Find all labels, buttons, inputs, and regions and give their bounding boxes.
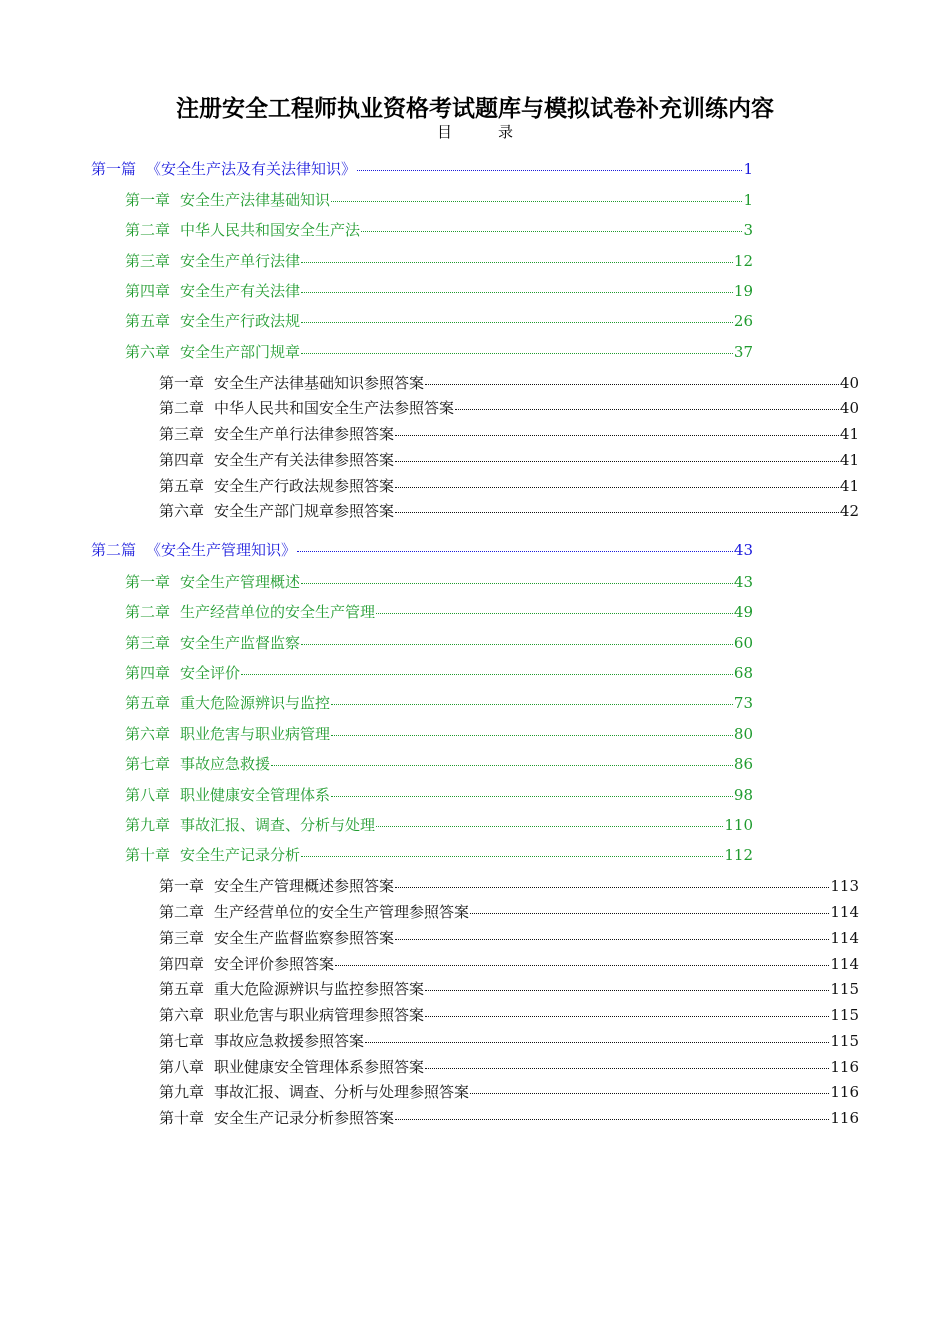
toc-entry-number: 第五章: [125, 694, 171, 712]
toc-entry-number: 第五章: [159, 980, 205, 998]
toc-page-number: 116: [830, 1058, 859, 1076]
toc-dot-leader: [331, 734, 733, 736]
toc-entry-number: 第六章: [125, 343, 171, 361]
toc-part-entry[interactable]: [91, 159, 753, 179]
toc-entry-title: 安全评价: [180, 664, 241, 682]
toc-page-number: 40: [839, 374, 859, 392]
toc-dot-leader: [395, 938, 829, 940]
toc-dot-leader: [301, 582, 733, 584]
toc-answer-entry[interactable]: [159, 954, 859, 974]
toc-page-number: 40: [839, 399, 859, 417]
toc-answer-entry[interactable]: [159, 501, 859, 521]
toc-entry-number: 第九章: [159, 1083, 205, 1101]
toc-chapter-entry[interactable]: [125, 190, 753, 210]
toc-dot-leader: [455, 408, 839, 410]
toc-entry-title: 安全生产单行法律: [180, 252, 301, 270]
toc-dot-leader: [301, 352, 733, 354]
toc-entry-title: 安全生产管理概述参照答案: [214, 877, 395, 895]
toc-entry-title: 职业危害与职业病管理参照答案: [214, 1006, 425, 1024]
toc-page-number: 73: [733, 694, 753, 712]
toc-chapter-entry[interactable]: [125, 785, 753, 805]
toc-entry-title: 事故汇报、调查、分析与处理参照答案: [214, 1083, 470, 1101]
toc-entry-title: 安全生产法律基础知识参照答案: [214, 374, 425, 392]
toc-entry-title: 安全生产部门规章: [180, 343, 301, 361]
toc-dot-leader: [470, 912, 829, 914]
toc-entry-number: 第三章: [125, 634, 171, 652]
toc-entry-title: 安全生产有关法律: [180, 282, 301, 300]
toc-page-number: 110: [724, 816, 753, 834]
toc-dot-leader: [425, 383, 839, 385]
toc-answer-entry[interactable]: [159, 476, 859, 496]
toc-answer-entry[interactable]: [159, 902, 859, 922]
toc-answer-entry[interactable]: [159, 1082, 859, 1102]
toc-entry-number: 第二章: [125, 221, 171, 239]
toc-dot-leader: [425, 989, 829, 991]
toc-page-number: 1: [743, 160, 753, 178]
toc-chapter-entry[interactable]: [125, 845, 753, 865]
toc-page-number: 115: [830, 1006, 859, 1024]
toc-dot-leader: [301, 321, 733, 323]
toc-part-entry[interactable]: [91, 540, 753, 560]
toc-entry-title: 事故应急救援: [180, 755, 271, 773]
toc-page-number: 42: [839, 502, 859, 520]
toc-chapter-entry[interactable]: [125, 281, 753, 301]
toc-page-number: 114: [830, 929, 859, 947]
toc-entry-number: 第四章: [125, 664, 171, 682]
toc-entry-title: 《安全生产管理知识》: [146, 541, 297, 559]
toc-page-number: 80: [733, 725, 753, 743]
toc-dot-leader: [395, 886, 829, 888]
toc-page-number: 115: [830, 980, 859, 998]
toc-entry-title: 安全生产法律基础知识: [180, 191, 331, 209]
toc-heading: 目录: [436, 123, 559, 141]
toc-entry-number: 第七章: [159, 1032, 205, 1050]
toc-entry-number: 第一章: [159, 877, 205, 895]
toc-page-number: 49: [733, 603, 753, 621]
toc-chapter-entry[interactable]: [125, 724, 753, 744]
toc-entry-title: 职业健康安全管理体系参照答案: [214, 1058, 425, 1076]
toc-page-number: 41: [839, 451, 859, 469]
toc-entry-title: 职业健康安全管理体系: [180, 786, 331, 804]
toc-chapter-entry[interactable]: [125, 311, 753, 331]
toc-page-number: 115: [830, 1032, 859, 1050]
toc-entry-number: 第六章: [125, 725, 171, 743]
toc-answer-entry[interactable]: [159, 1108, 859, 1128]
toc-entry-number: 第四章: [159, 955, 205, 973]
toc-answer-entry[interactable]: [159, 424, 859, 444]
toc-answer-entry[interactable]: [159, 876, 859, 896]
toc-chapter-entry[interactable]: [125, 633, 753, 653]
toc-entry-number: 第十章: [125, 846, 171, 864]
toc-entry-number: 第五章: [125, 312, 171, 330]
toc-entry-title: 《安全生产法及有关法律知识》: [146, 160, 357, 178]
toc-dot-leader: [365, 1041, 829, 1043]
toc-entry-title: 生产经营单位的安全生产管理: [180, 603, 376, 621]
toc-entry-number: 第七章: [125, 755, 171, 773]
toc-entry-title: 安全生产行政法规: [180, 312, 301, 330]
toc-entry-number: 第二章: [125, 603, 171, 621]
toc-dot-leader: [361, 230, 742, 232]
toc-dot-leader: [297, 550, 733, 552]
toc-entry-title: 事故应急救援参照答案: [214, 1032, 365, 1050]
toc-entry-number: 第三章: [125, 252, 171, 270]
toc-dot-leader: [331, 795, 733, 797]
toc-dot-leader: [376, 825, 723, 827]
toc-entry-title: 安全生产监督监察: [180, 634, 301, 652]
toc-entry-title: 安全评价参照答案: [214, 955, 335, 973]
toc-chapter-entry[interactable]: [125, 815, 753, 835]
toc-entry-number: 第八章: [125, 786, 171, 804]
toc-entry-number: 第三章: [159, 425, 205, 443]
toc-page-number: 41: [839, 425, 859, 443]
toc-page-number: 43: [733, 541, 753, 559]
toc-entry-number: 第三章: [159, 929, 205, 947]
toc-dot-leader: [395, 1118, 829, 1120]
toc-entry-number: 第六章: [159, 1006, 205, 1024]
toc-entry-number: 第八章: [159, 1058, 205, 1076]
toc-page-number: 1: [743, 191, 753, 209]
toc-page-number: 116: [830, 1083, 859, 1101]
toc-page-number: 113: [830, 877, 859, 895]
toc-answer-entry[interactable]: [159, 1005, 859, 1025]
toc-chapter-entry[interactable]: [125, 602, 753, 622]
toc-dot-leader: [425, 1015, 829, 1017]
toc-entry-number: 第四章: [159, 451, 205, 469]
toc-dot-leader: [241, 673, 733, 675]
toc-entry-number: 第二章: [159, 903, 205, 921]
toc-answer-entry[interactable]: [159, 1057, 859, 1077]
toc-dot-leader: [271, 764, 733, 766]
toc-page-number: 41: [839, 477, 859, 495]
toc-dot-leader: [395, 486, 839, 488]
toc-dot-leader: [425, 1067, 829, 1069]
toc-page-number: 26: [733, 312, 753, 330]
toc-entry-title: 生产经营单位的安全生产管理参照答案: [214, 903, 470, 921]
toc-dot-leader: [376, 612, 733, 614]
toc-entry-number: 第六章: [159, 502, 205, 520]
toc-entry-number: 第一章: [125, 573, 171, 591]
toc-answer-entry[interactable]: [159, 1031, 859, 1051]
toc-page-number: 114: [830, 903, 859, 921]
toc-dot-leader: [301, 291, 733, 293]
toc-chapter-entry[interactable]: [125, 754, 753, 774]
toc-entry-title: 重大危险源辨识与监控: [180, 694, 331, 712]
toc-entry-title: 事故汇报、调查、分析与处理: [180, 816, 376, 834]
toc-page-number: 37: [733, 343, 753, 361]
toc-entry-title: 中华人民共和国安全生产法: [180, 221, 361, 239]
toc-page-number: 116: [830, 1109, 859, 1127]
toc-dot-leader: [301, 643, 733, 645]
toc-page-number: 112: [724, 846, 753, 864]
toc-entry-number: 第一章: [125, 191, 171, 209]
toc-dot-leader: [301, 855, 723, 857]
toc-answer-entry[interactable]: [159, 373, 859, 393]
toc-page-number: 114: [830, 955, 859, 973]
toc-page-number: 68: [733, 664, 753, 682]
toc-entry-number: 第二篇: [91, 541, 137, 559]
toc-chapter-entry[interactable]: [125, 693, 753, 713]
toc-dot-leader: [331, 703, 733, 705]
toc-dot-leader: [395, 511, 839, 513]
toc-entry-title: 安全生产部门规章参照答案: [214, 502, 395, 520]
toc-entry-title: 安全生产有关法律参照答案: [214, 451, 395, 469]
toc-dot-leader: [395, 460, 839, 462]
toc-answer-entry[interactable]: [159, 450, 859, 470]
toc-chapter-entry[interactable]: [125, 251, 753, 271]
toc-chapter-entry[interactable]: [125, 663, 753, 683]
toc-entry-number: 第五章: [159, 477, 205, 495]
toc-dot-leader: [331, 200, 742, 202]
toc-chapter-entry[interactable]: [125, 342, 753, 362]
toc-page-number: 12: [733, 252, 753, 270]
toc-entry-number: 第四章: [125, 282, 171, 300]
toc-entry-title: 安全生产监督监察参照答案: [214, 929, 395, 947]
toc-page-number: 3: [743, 221, 753, 239]
toc-page-number: 98: [733, 786, 753, 804]
toc-entry-number: 第九章: [125, 816, 171, 834]
toc-entry-title: 安全生产管理概述: [180, 573, 301, 591]
toc-chapter-entry[interactable]: [125, 220, 753, 240]
toc-entry-title: 中华人民共和国安全生产法参照答案: [214, 399, 455, 417]
toc-dot-leader: [470, 1092, 829, 1094]
toc-entry-number: 第一篇: [91, 160, 137, 178]
toc-entry-number: 第十章: [159, 1109, 205, 1127]
toc-entry-title: 安全生产行政法规参照答案: [214, 477, 395, 495]
toc-answer-entry[interactable]: [159, 928, 859, 948]
toc-page-number: 43: [733, 573, 753, 591]
toc-answer-entry[interactable]: [159, 979, 859, 999]
toc-entry-title: 安全生产记录分析参照答案: [214, 1109, 395, 1127]
toc-entry-title: 安全生产记录分析: [180, 846, 301, 864]
toc-page-number: 19: [733, 282, 753, 300]
toc-page-number: 60: [733, 634, 753, 652]
toc-dot-leader: [395, 434, 839, 436]
toc-answer-entry[interactable]: [159, 398, 859, 418]
toc-entry-title: 职业危害与职业病管理: [180, 725, 331, 743]
toc-entry-number: 第一章: [159, 374, 205, 392]
toc-dot-leader: [357, 169, 742, 171]
toc-page-number: 86: [733, 755, 753, 773]
toc-dot-leader: [301, 261, 733, 263]
toc-dot-leader: [335, 964, 829, 966]
document-title: 注册安全工程师执业资格考试题库与模拟试卷补充训练内容: [176, 96, 774, 122]
toc-chapter-entry[interactable]: [125, 572, 753, 592]
toc-entry-number: 第二章: [159, 399, 205, 417]
toc-entry-title: 安全生产单行法律参照答案: [214, 425, 395, 443]
toc-entry-title: 重大危险源辨识与监控参照答案: [214, 980, 425, 998]
